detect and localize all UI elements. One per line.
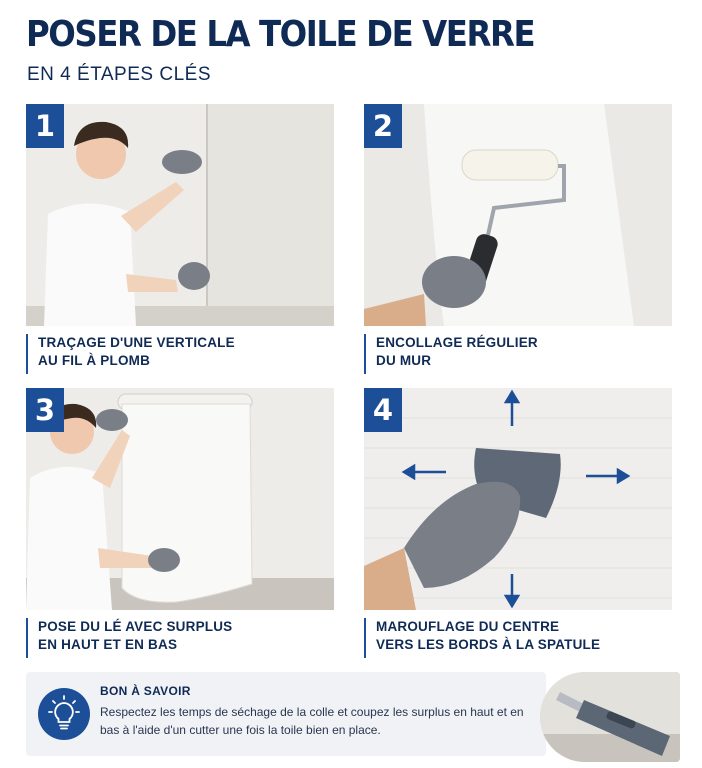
lightbulb-icon bbox=[38, 688, 90, 740]
glue-roller-illustration bbox=[364, 104, 672, 326]
step-caption-line: MAROUFLAGE DU CENTRE bbox=[376, 619, 560, 634]
step-card-4 bbox=[364, 388, 672, 658]
tip-box bbox=[26, 672, 546, 756]
step-caption-line: ENCOLLAGE RÉGULIER bbox=[376, 335, 538, 350]
tip-title: BON À SAVOIR bbox=[100, 684, 191, 698]
step-caption bbox=[364, 618, 672, 658]
tip-text: Respectez les temps de séchage de la colle et coupez les surplus en haut et en bas à l'aide d'un cutter une fois la toile bien en place. bbox=[100, 705, 524, 737]
step-caption-line: POSE DU LÉ AVEC SURPLUS bbox=[38, 619, 233, 634]
step-caption bbox=[364, 334, 672, 374]
page-title: POSER DE LA TOILE DE VERRE bbox=[26, 14, 535, 55]
step-card-2 bbox=[364, 104, 672, 374]
step-number-badge: 1 bbox=[26, 104, 64, 148]
step-number-badge: 2 bbox=[364, 104, 402, 148]
step-4-photo bbox=[364, 388, 672, 610]
step-caption-line: AU FIL À PLOMB bbox=[38, 353, 151, 368]
hanging-strip-illustration bbox=[26, 388, 334, 610]
step-3-photo bbox=[26, 388, 334, 610]
cutter-illustration bbox=[540, 672, 680, 762]
cutter-photo bbox=[540, 672, 680, 762]
step-2-photo bbox=[364, 104, 672, 326]
smoothing-spatula-illustration bbox=[364, 388, 672, 610]
step-caption bbox=[26, 618, 334, 658]
step-1-photo bbox=[26, 104, 334, 326]
step-caption-line: EN HAUT ET EN BAS bbox=[38, 637, 178, 652]
step-number-badge: 3 bbox=[26, 388, 64, 432]
step-number-badge: 4 bbox=[364, 388, 402, 432]
step-caption-line: TRAÇAGE D'UNE VERTICALE bbox=[38, 335, 235, 350]
step-card-1 bbox=[26, 104, 334, 374]
step-caption-line: VERS LES BORDS À LA SPATULE bbox=[376, 637, 601, 652]
plumb-line-illustration bbox=[26, 104, 334, 326]
step-card-3 bbox=[26, 388, 334, 658]
step-caption bbox=[26, 334, 334, 374]
step-caption-line: DU MUR bbox=[376, 353, 432, 368]
page-subtitle: EN 4 ÉTAPES CLÉS bbox=[27, 64, 211, 85]
